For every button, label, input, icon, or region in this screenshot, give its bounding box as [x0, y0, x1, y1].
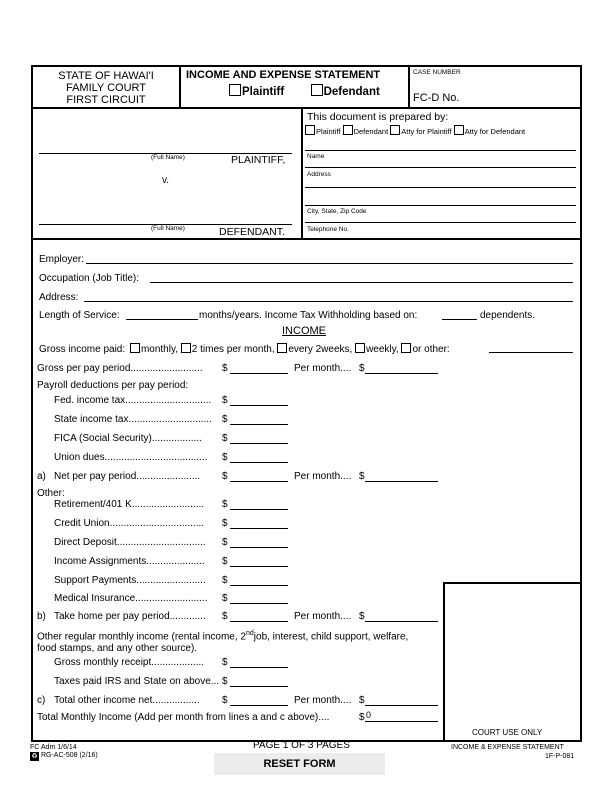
income-assignments-amount-field[interactable] — [230, 566, 288, 567]
take-home-letter: b) — [37, 611, 46, 622]
net-per-pay-per-month-dollar: $ — [359, 471, 365, 482]
gross-per-pay-dollar: $ — [222, 363, 228, 374]
direct-deposit-label: Direct Deposit................................ — [54, 537, 206, 548]
length-field[interactable] — [126, 319, 198, 320]
preparer-atty-plaintiff-label: Atty for Plaintiff — [401, 127, 452, 136]
form-title: INCOME AND EXPENSE STATEMENT — [186, 69, 381, 81]
occupation-label: Occupation (Job Title): — [39, 273, 140, 284]
dependents-field[interactable] — [442, 319, 477, 320]
address-label: Address: — [39, 292, 79, 303]
freq-2month-checkbox[interactable] — [181, 343, 191, 353]
other-regular-text-1a: Other regular monthly income (rental income, 2 — [37, 631, 246, 643]
court-line-1: STATE OF HAWAI'I — [58, 70, 154, 82]
freq-other-field[interactable] — [489, 352, 573, 353]
preparer-atty-plaintiff-checkbox[interactable] — [390, 125, 400, 135]
rg-code: RG-AC-508 (2/16) — [40, 752, 98, 759]
support-payments-amount-field[interactable] — [230, 585, 288, 586]
freq-2weeks-label: every 2weeks, — [288, 344, 353, 355]
direct-deposit-dollar: $ — [222, 537, 228, 548]
preparer-plaintiff-checkbox[interactable] — [305, 125, 315, 135]
rg-code-row — [30, 752, 98, 761]
plaintiff-full-name-label: (Full Name) — [151, 154, 185, 161]
recycle-icon: ♻ — [31, 753, 38, 760]
credit-union-amount-field[interactable] — [230, 528, 288, 529]
fica-amount-field[interactable] — [230, 443, 288, 444]
freq-monthly-checkbox[interactable] — [130, 343, 140, 353]
union-dues-dollar: $ — [222, 452, 228, 463]
take-home-per-month-label: Per month.... — [294, 611, 352, 622]
plaintiff-caption: PLAINTIFF, — [231, 154, 286, 166]
support-payments-label: Support Payments......................... — [54, 575, 206, 586]
other-regular-line-1 — [37, 630, 408, 642]
defendant-full-name-label: (Full Name) — [151, 225, 185, 232]
court-use-box-left — [443, 582, 445, 742]
plaintiff-option-label: Plaintiff — [242, 86, 285, 98]
net-per-pay-per-month-label: Per month.... — [294, 471, 352, 482]
take-home-per-month-dollar: $ — [359, 611, 365, 622]
header-divider-v1 — [179, 65, 181, 108]
take-home-per-month-field[interactable] — [365, 621, 438, 622]
net-per-pay-label: Net per pay period....................... — [54, 471, 201, 482]
net-per-pay-dollar: $ — [222, 471, 228, 482]
gross-per-pay-per-month-label: Per month.... — [294, 363, 352, 374]
preparer-atty-defendant-checkbox[interactable] — [454, 125, 464, 135]
preparer-atty-defendant-label: Atty for Defendant — [464, 127, 526, 136]
preparer-telephone-label: Telephone No. — [307, 226, 349, 233]
medical-insurance-label: Medical Insurance.......................... — [54, 593, 208, 604]
state-tax-dollar: $ — [222, 414, 228, 425]
freq-other-label: or other: — [412, 344, 450, 355]
fed-tax-label: Fed. income tax............................... — [54, 395, 212, 406]
preparer-options — [305, 125, 525, 136]
address-field[interactable] — [84, 301, 573, 302]
freq-monthly-label: monthly, — [140, 344, 178, 355]
length-label: Length of Service: — [39, 310, 120, 321]
other-regular-text-1b: job, interest, child support, welfare, — [253, 631, 409, 643]
total-other-income-per-month-dollar: $ — [359, 695, 365, 706]
income-assignments-label: Income Assignments..................... — [54, 556, 205, 567]
preparer-city-label: City, State, Zip Code — [307, 208, 367, 215]
court-use-box-top — [443, 582, 582, 584]
freq-weekly-checkbox[interactable] — [355, 343, 365, 353]
total-other-income-dollar: $ — [222, 695, 228, 706]
credit-union-label: Credit Union.................................. — [54, 518, 205, 529]
preparer-line-5 — [305, 222, 576, 223]
footer-form-no: 1F-P-081 — [545, 753, 575, 760]
fed-tax-amount-field[interactable] — [230, 405, 288, 406]
parties-divider-v — [301, 107, 303, 239]
gross-per-pay-per-month-dollar: $ — [359, 363, 365, 374]
gross-monthly-receipt-label: Gross monthly receipt................... — [54, 657, 205, 668]
header-divider-v2 — [408, 65, 410, 108]
other-heading-label: Other: — [37, 488, 65, 499]
direct-deposit-amount-field[interactable] — [230, 547, 288, 548]
total-other-income-per-month-field[interactable] — [365, 705, 438, 706]
court-use-label: COURT USE ONLY — [472, 728, 543, 737]
freq-weekly-label: weekly, — [366, 344, 399, 355]
total-other-income-amount-field[interactable] — [230, 705, 288, 706]
case-number-field[interactable]: FC-D No. — [413, 92, 460, 104]
total-other-income-letter: c) — [37, 695, 46, 706]
net-per-pay-letter: a) — [37, 471, 46, 482]
preparer-line-3 — [305, 187, 576, 188]
defendant-option-label: Defendant — [323, 86, 380, 98]
versus-label: v. — [162, 175, 170, 186]
retirement-label: Retirement/401 K.......................... — [54, 499, 205, 510]
total-monthly-value[interactable]: 0 — [366, 710, 372, 720]
preparer-defendant-checkbox[interactable] — [343, 125, 353, 135]
parties-divider — [31, 238, 582, 240]
court-line-2: FAMILY COURT — [65, 82, 147, 94]
dependents-label: dependents. — [480, 310, 536, 321]
gross-paid-row — [39, 343, 450, 355]
fica-dollar: $ — [222, 433, 228, 444]
gross-per-pay-per-month-field[interactable] — [365, 373, 438, 374]
total-other-income-per-month-label: Per month.... — [294, 695, 352, 706]
other-regular-line-2: food stamps, and any other source). — [37, 643, 198, 654]
defendant-caption: DEFENDANT. — [219, 226, 285, 238]
retirement-amount-field[interactable] — [230, 509, 288, 510]
employer-label: Employer: — [39, 254, 85, 265]
header-divider — [31, 107, 582, 109]
gross-per-pay-label: Gross per pay period.......................... — [37, 363, 203, 374]
withholding-label: months/years. Income Tax Withholding based on: — [199, 310, 418, 321]
freq-other-checkbox[interactable] — [401, 343, 411, 353]
other-regular-superscript: nd — [245, 630, 254, 637]
defendant-checkbox[interactable] — [311, 84, 323, 96]
state-tax-label: State income tax.............................. — [54, 414, 212, 425]
take-home-dollar: $ — [222, 611, 228, 622]
payroll-heading-label: Payroll deductions per pay period: — [37, 380, 189, 391]
total-monthly-dollar: $ — [359, 712, 365, 723]
net-per-pay-amount-field[interactable] — [230, 481, 288, 482]
page-count: PAGE 1 OF 3 PAGES — [253, 740, 350, 751]
gross-monthly-receipt-amount-field[interactable] — [230, 667, 288, 668]
preparer-defendant-label: Defendant — [353, 127, 389, 136]
total-monthly-field[interactable] — [365, 721, 438, 722]
retirement-dollar: $ — [222, 499, 228, 510]
preparer-address-label: Address — [307, 171, 331, 178]
preparer-line-1 — [305, 150, 576, 151]
union-dues-amount-field[interactable] — [230, 462, 288, 463]
taxes-paid-amount-field[interactable] — [230, 686, 288, 687]
fica-label: FICA (Social Security).................. — [54, 433, 202, 444]
freq-2weeks-checkbox[interactable] — [277, 343, 287, 353]
court-name — [33, 70, 179, 106]
medical-insurance-amount-field[interactable] — [230, 603, 288, 604]
income-heading: INCOME — [282, 325, 326, 337]
medical-insurance-dollar: $ — [222, 593, 228, 604]
taxes-paid-dollar: $ — [222, 676, 228, 687]
reset-form-button[interactable]: RESET FORM — [214, 753, 385, 775]
taxes-paid-label: Taxes paid IRS and State on above... — [54, 676, 220, 687]
gross-monthly-receipt-dollar: $ — [222, 657, 228, 668]
plaintiff-checkbox[interactable] — [229, 84, 241, 96]
net-per-pay-per-month-field[interactable] — [365, 481, 438, 482]
gross-per-pay-amount-field[interactable] — [230, 373, 288, 374]
preparer-line-2 — [305, 167, 576, 168]
court-line-3: FIRST CIRCUIT — [66, 94, 146, 106]
credit-union-dollar: $ — [222, 518, 228, 529]
take-home-label: Take home per pay period............. — [54, 611, 206, 622]
income-assignments-dollar: $ — [222, 556, 228, 567]
party-select — [229, 84, 380, 98]
footer-statement: INCOME & EXPENSE STATEMENT — [451, 744, 564, 751]
form-code: FC Adm 1/6/14 — [30, 744, 77, 751]
occupation-field[interactable] — [150, 282, 573, 283]
preparer-name-label: Name — [307, 153, 325, 160]
take-home-amount-field[interactable] — [230, 621, 288, 622]
employer-field[interactable] — [86, 263, 573, 264]
total-other-income-label: Total other income net................. — [54, 695, 200, 706]
support-payments-dollar: $ — [222, 575, 228, 586]
total-monthly-label: Total Monthly Income (Add per month from lines a and c above).... — [37, 712, 330, 723]
preparer-plaintiff-label: Plaintiff — [316, 127, 341, 136]
gross-paid-label: Gross income paid: — [39, 344, 126, 355]
state-tax-amount-field[interactable] — [230, 424, 288, 425]
freq-2month-label: 2 times per month, — [191, 344, 275, 355]
preparer-heading: This document is prepared by: — [307, 111, 449, 123]
fed-tax-dollar: $ — [222, 395, 228, 406]
union-dues-label: Union dues..................................... — [54, 452, 208, 463]
preparer-line-4 — [305, 205, 576, 206]
case-number-label: CASE NUMBER — [413, 69, 461, 76]
